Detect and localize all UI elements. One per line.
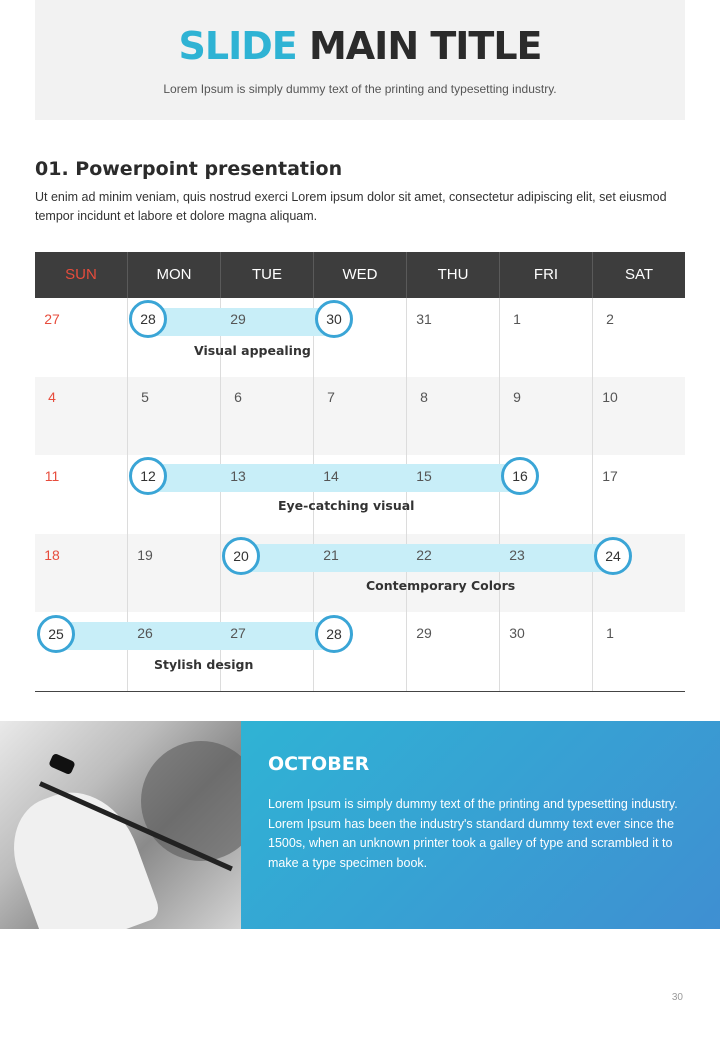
calendar-day[interactable]: 22	[416, 547, 432, 563]
calendar-day[interactable]: 11	[44, 468, 60, 484]
event-label: Eye-catching visual	[278, 498, 415, 513]
calendar-day[interactable]: 17	[602, 468, 618, 484]
event-end-marker[interactable]: 30	[315, 300, 353, 338]
slide-title	[35, 24, 685, 68]
section-title: 01. Powerpoint presentation	[35, 158, 343, 180]
weekday-mon: MON	[128, 252, 221, 298]
calendar-day[interactable]: 29	[416, 625, 432, 641]
section-description: Ut enim ad minim veniam, quis nostrud exerci Lorem ipsum dolor sit amet, consectetur adipiscing elit, set eiusmod tempor incidunt et labore et dolore magna aliquam.	[35, 190, 667, 223]
calendar-day[interactable]: 1	[606, 625, 614, 641]
calendar-day[interactable]: 5	[141, 389, 149, 405]
calendar-day[interactable]: 13	[230, 468, 246, 484]
slide-subtitle: Lorem Ipsum is simply dummy text of the printing and typesetting industry.	[163, 82, 557, 96]
slide-title-rest: MAIN TITLE	[308, 24, 542, 68]
calendar-day[interactable]: 26	[137, 625, 153, 641]
calendar-day[interactable]: 21	[323, 547, 339, 563]
page-number: 30	[671, 992, 683, 1003]
weekday-sun: SUN	[35, 252, 128, 298]
calendar-day[interactable]: 27	[230, 625, 246, 641]
calendar-day[interactable]: 19	[137, 547, 153, 563]
calendar-day[interactable]: 6	[234, 389, 242, 405]
microphone-head-icon	[48, 753, 76, 776]
weekday-wed: WED	[314, 252, 407, 298]
event-start-marker[interactable]: 20	[222, 537, 260, 575]
event-start-marker[interactable]: 12	[129, 457, 167, 495]
event-label: Contemporary Colors	[366, 578, 516, 593]
calendar-day[interactable]: 9	[513, 389, 521, 405]
panel-title: OCTOBER	[268, 753, 370, 775]
slide-title-accent: SLIDE	[178, 24, 297, 68]
calendar-day[interactable]: 29	[230, 311, 246, 327]
event-bar-stylish-design	[56, 622, 335, 650]
calendar-day[interactable]: 4	[48, 389, 56, 405]
calendar-day[interactable]: 7	[327, 389, 335, 405]
weekday-fri: FRI	[500, 252, 593, 298]
event-end-marker[interactable]: 24	[594, 537, 632, 575]
weekday-tue: TUE	[221, 252, 314, 298]
calendar-bottom-rule	[35, 691, 685, 692]
weekday-sat: SAT	[624, 266, 654, 283]
calendar-day[interactable]: 8	[420, 389, 428, 405]
calendar-day[interactable]: 18	[44, 547, 60, 563]
calendar-day[interactable]: 1	[513, 311, 521, 327]
calendar-day[interactable]: 15	[416, 468, 432, 484]
event-label: Visual appealing	[194, 343, 311, 358]
calendar-day[interactable]: 10	[602, 389, 618, 405]
calendar-day[interactable]: 14	[323, 468, 339, 484]
calendar-day[interactable]: 31	[416, 311, 432, 327]
calendar-day[interactable]: 23	[509, 547, 525, 563]
calendar-day[interactable]: 27	[44, 311, 60, 327]
month-info-panel	[241, 721, 720, 929]
weekday-thu: THU	[407, 252, 500, 298]
event-label: Stylish design	[154, 657, 254, 672]
title-banner	[35, 0, 685, 120]
conference-photo	[0, 721, 241, 929]
calendar-day[interactable]: 30	[509, 625, 525, 641]
calendar-day[interactable]: 2	[606, 311, 614, 327]
event-start-marker[interactable]: 25	[37, 615, 75, 653]
event-end-marker[interactable]: 16	[501, 457, 539, 495]
calendar-weekday-header	[35, 252, 685, 298]
panel-text: Lorem Ipsum is simply dummy text of the printing and typesetting industry. Lorem Ipsum has been the industry's standard dummy text ever since the 1500s, when an unknown printer took a galley of type and scrambled it to make a type specimen book.	[268, 797, 678, 870]
event-start-marker[interactable]: 28	[129, 300, 167, 338]
event-end-marker[interactable]: 28	[315, 615, 353, 653]
photo-background-shape	[141, 741, 241, 861]
